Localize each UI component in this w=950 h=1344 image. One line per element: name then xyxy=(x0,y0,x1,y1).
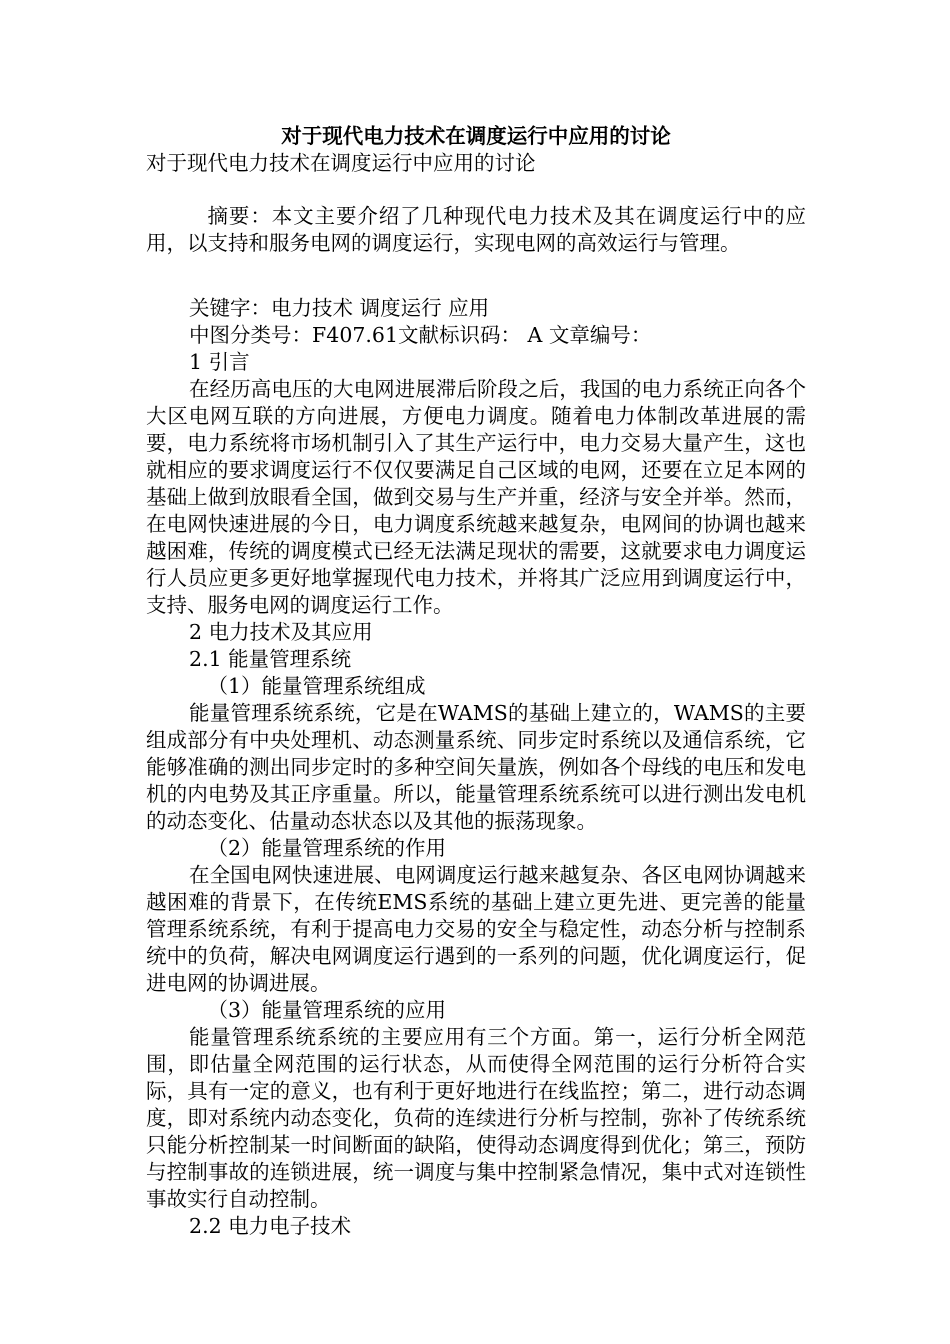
subsection-1-paragraph: 能量管理系统系统，它是在WAMS的基础上建立的，WAMS的主要组成部分有中央处理机、动态测量系统、同步定时系统以及通信系统，它能够准确的测出同步定时的多种空间矢量族，例如各个母线的电压和发电机的内电势及其正序重量。所以，能量管理系统系统可以进行测出发电机的动态变化、估量动态状态以及其他的振荡现象。 xyxy=(146,701,806,833)
section-2-1-heading: 2.1 能量管理系统 xyxy=(189,647,352,671)
classification-line: 中图分类号：F407.61文献标识码： A 文章编号： xyxy=(189,323,652,347)
keywords-line: 关键字：电力技术 调度运行 应用 xyxy=(189,296,490,320)
abstract-paragraph: 摘要：本文主要介绍了几种现代电力技术及其在调度运行中的应用，以支持和服务电网的调度运行，实现电网的高效运行与管理。 xyxy=(146,204,806,255)
document-subtitle: 对于现代电力技术在调度运行中应用的讨论 xyxy=(146,151,536,175)
section-1-heading: 1 引言 xyxy=(189,350,250,374)
subsection-1-heading: （1）能量管理系统组成 xyxy=(207,674,426,698)
subsection-2-heading: （2）能量管理系统的作用 xyxy=(207,836,447,860)
section-1-paragraph: 在经历高电压的大电网进展滞后阶段之后，我国的电力系统正向各个大区电网互联的方向进展，方便电力调度。随着电力体制改革进展的需要，电力系统将市场机制引入了其生产运行中，电力交易大量产生，这也就相应的要求调度运行不仅仅要满足自己区域的电网，还要在立足本网的基础上做到放眼看全国，做到交易与生产并重，经济与安全并举。然而，在电网快速进展的今日，电力调度系统越来越复杂，电网间的协调也越来越困难，传统的调度模式已经无法满足现状的需要，这就要求电力调度运行人员应更多更好地掌握现代电力技术，并将其广泛应用到调度运行中，支持、服务电网的调度运行工作。 xyxy=(146,377,806,617)
section-2-heading: 2 电力技术及其应用 xyxy=(189,620,373,644)
section-2-2-heading: 2.2 电力电子技术 xyxy=(189,1214,352,1238)
spacer xyxy=(146,177,806,203)
subsection-2-paragraph: 在全国电网快速进展、电网调度运行越来越复杂、各区电网协调越来越困难的背景下，在传统EMS系统的基础上建立更先进、更完善的能量管理系统系统，有利于提高电力交易的安全与稳定性，动态分析与控制系统中的负荷，解决电网调度运行遇到的一系列的问题，优化调度运行，促进电网的协调进展。 xyxy=(146,863,806,995)
subsection-3-heading: （3）能量管理系统的应用 xyxy=(207,998,447,1022)
document-page xyxy=(146,122,806,1240)
subsection-3-paragraph: 能量管理系统系统的主要应用有三个方面。第一，运行分析全网范围，即估量全网范围的运行状态，从而使得全网范围的运行分析符合实际，具有一定的意义，也有利于更好地进行在线监控；第二，进行动态调度，即对系统内动态变化，负荷的连续进行分析与控制，弥补了传统系统只能分析控制某一时间断面的缺陷，使得动态调度得到优化；第三，预防与控制事故的连锁进展，统一调度与集中控制紧急情况，集中式对连锁性事故实行自动控制。 xyxy=(146,1025,806,1211)
document-title: 对于现代电力技术在调度运行中应用的讨论 xyxy=(281,124,671,148)
spacer xyxy=(146,257,806,295)
